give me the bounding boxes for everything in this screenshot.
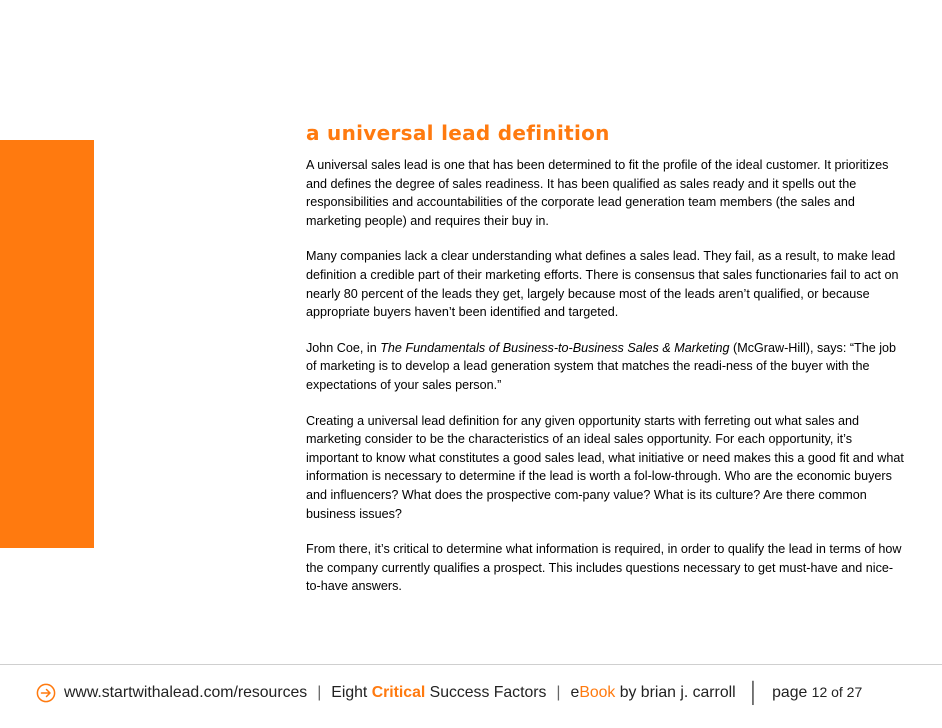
- footer-ebook-credit: [571, 684, 736, 702]
- footer-ebook-book: Book: [579, 684, 616, 701]
- footer-page-label: page: [772, 684, 812, 701]
- footer-page-of: 12 of 27: [811, 684, 863, 700]
- arrow-right-circle-icon[interactable]: [36, 683, 56, 703]
- footer-separator: |: [556, 684, 561, 701]
- page-content: [306, 120, 906, 613]
- orange-accent-bar: [0, 140, 94, 548]
- paragraph-4: Creating a universal lead definition for any given opportunity starts with ferreting out what sales and marketing consider to be the characteristics of an ideal sales opportunity. For each opportunity, it’s important to know what constitutes a good sales lead, what initiative or need makes this a good fit and what information is necessary to determine if the lead is worth a fol-low-through. Who are the economic buyers and influencers? What does the prospective com-pany value? What is its culture? Are there common business issues?: [306, 413, 904, 521]
- book-title: The Fundamentals of Business-to-Business Sales & Marketing: [380, 340, 730, 355]
- paragraph-1: A universal sales lead is one that has been determined to fit the profile of the ideal customer. It prioritizes and defines the degree of sales readiness. It has been qualified as sales ready and it spells out the responsibilities and accountabilities of the corporate lead generation team members (the sales and marketing people) and requires their buy in.: [306, 158, 889, 228]
- footer-separator: |: [317, 684, 322, 701]
- page-title: a universal lead definition: [306, 121, 610, 145]
- paragraph-3-quote: (McGraw-Hill), says: “The job of marketing is to develop a lead generation system that matches the readi-ness of the buyer with the expectations of your sales person.”: [306, 340, 897, 392]
- footer-ebook-title: [331, 684, 546, 702]
- footer-title-prefix: Eight: [331, 684, 372, 701]
- footer-title-suffix: Success Factors: [425, 684, 547, 701]
- paragraph-2: Many companies lack a clear understanding what defines a sales lead. They fail, as a result, to make lead definition a credible part of their marketing efforts. There is consensus that sales functionaries fail to act on nearly 80 percent of the leads they get, largely because most of the leads aren’t qualified, or because appropriate buyers haven’t been identified and targeted.: [306, 249, 899, 320]
- footer-author: by brian j. carroll: [615, 684, 736, 701]
- footer-title-accent: Critical: [371, 684, 426, 701]
- footer-separator-large: │: [747, 682, 761, 704]
- paragraph-3: [306, 339, 906, 395]
- footer-ebook-e: e: [570, 684, 580, 701]
- paragraph-3-intro: John Coe, in: [306, 340, 381, 355]
- footer-url-link[interactable]: www.startwithalead.com/resources: [64, 684, 308, 701]
- footer-divider: [0, 664, 942, 665]
- paragraph-5: From there, it’s critical to determine what information is required, in order to qualify the lead in terms of how the company currently qualifies a prospect. This includes questions necessary to get must-have and nice-to-have answers.: [306, 542, 902, 594]
- footer-page-number: [772, 684, 862, 702]
- footer: [36, 680, 862, 706]
